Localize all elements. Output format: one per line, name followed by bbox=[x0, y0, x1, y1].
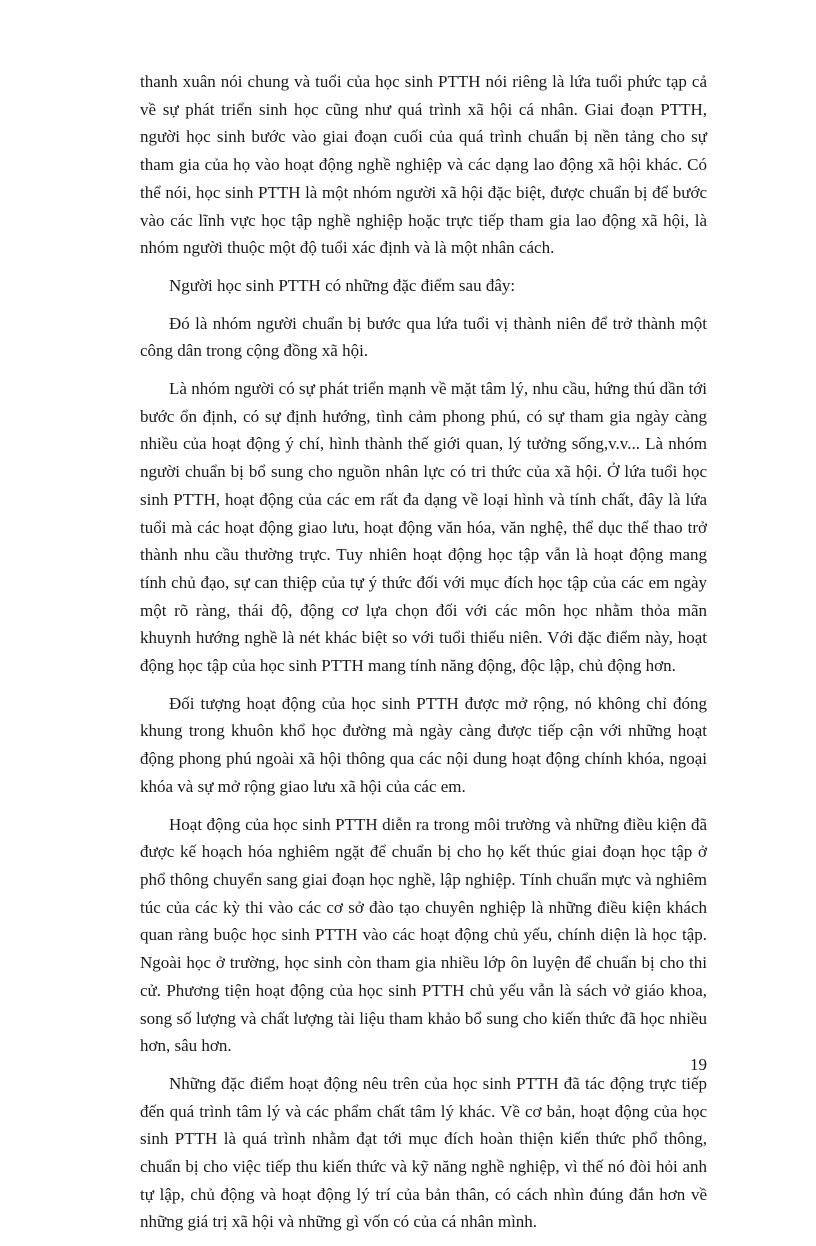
body-text bbox=[140, 68, 707, 1246]
paragraph-activity-object: Đối tượng hoạt động của học sinh PTTH được mở rộng, nó không chỉ đóng khung trong khuôn khổ học đường mà ngày càng được tiếp cận với những hoạt động phong phú ngoài xã hội thông qua các nội dung hoạt động chính khóa, ngoại khóa và sự mở rộng giao lưu xã hội của các em. bbox=[140, 693, 707, 796]
paragraph-continuation: thanh xuân nói chung và tuổi của học sinh PTTH nói riêng là lứa tuổi phức tạp cả về sự phát triển sinh học cũng như quá trình xã hội cá nhân. Giai đoạn PTTH, người học sinh bước vào giai đoạn cuối của quá trình chuẩn bị nền tảng cho sự tham gia của họ vào hoạt động nghề nghiệp và các dạng lao động xã hội khác. Có thể nói, học sinh PTTH là một nhóm người xã hội đặc biệt, được chuẩn bị để bước vào các lĩnh vực học tập nghề nghiệp hoặc trực tiếp tham gia lao động xã hội, là nhóm người thuộc một độ tuổi xác định và là một nhân cách. bbox=[140, 72, 707, 258]
paragraph-characteristic-citizen: Đó là nhóm người chuẩn bị bước qua lứa tuổi vị thành niên để trở thành một công dân trong cộng đồng xã hội. bbox=[140, 313, 707, 361]
paragraph-activity-impact: Những đặc điểm hoạt động nêu trên của học sinh PTTH đã tác động trực tiếp đến quá trình tâm lý và các phẩm chất tâm lý khác. Về cơ bản, hoạt động của học sinh PTTH là quá trình nhằm đạt tới mục đích hoàn thiện kiến thức phổ thông, chuẩn bị cho việc tiếp thu kiến thức và kỹ năng nghề nghiệp, vì thế nó đòi hỏi anh tự lập, chủ động và hoạt động lý trí của bản thân, có cách nhìn đúng đắn hơn về những giá trị xã hội và những gì vốn có của cá nhân mình. bbox=[140, 1073, 707, 1232]
paragraph-intro-characteristics: Người học sinh PTTH có những đặc điểm sau đây: bbox=[169, 275, 516, 295]
paragraph-activity-environment: Hoạt động của học sinh PTTH diễn ra trong môi trường và những điều kiện đã được kế hoạch hóa nghiêm ngặt để chuẩn bị cho họ kết thúc giai đoạn học tập ở phổ thông chuyển sang giai đoạn học nghề, lập nghiệp. Tính chuẩn mực và nghiêm túc của các kỳ thi vào các cơ sở đào tạo chuyên nghiệp là những điều kiện khách quan ràng buộc học sinh PTTH vào các hoạt động chủ yếu, chính diện là học tập. Ngoài học ở trường, học sinh còn tham gia nhiều lớp ôn luyện để chuẩn bị cho thi cử. Phương tiện hoạt động của học sinh PTTH chủ yếu vẫn là sách vở giáo khoa, song số lượng và chất lượng tài liệu tham khảo bổ sung cho kiến thức đã học nhiều hơn, sâu hơn. bbox=[140, 814, 707, 1056]
paragraph-characteristic-development: Là nhóm người có sự phát triển mạnh về mặt tâm lý, nhu cầu, hứng thú dần tới bước ổn định, có sự định hướng, tình cảm phong phú, có sự tham gia ngày càng nhiều của hoạt động ý chí, hình thành thế giới quan, lý tưởng sống,v.v... Là nhóm người chuẩn bị bổ sung cho nguồn nhân lực có tri thức của xã hội. Ở lứa tuổi học sinh PTTH, hoạt động của các em rất đa dạng về loại hình và tính chất, đây là lứa tuổi mà các hoạt động giao lưu, hoạt động văn hóa, văn nghệ, thể dục thể thao trở thành nhu cầu thường trực. Tuy nhiên hoạt động học tập vẫn là hoạt động mang tính chủ đạo, sự can thiệp của tự ý thức đối với mục đích học tập của các em ngày một rõ ràng, thái độ, động cơ lựa chọn đối với các môn học nhằm thỏa mãn khuynh hướng nghề là nét khác biệt so với tuổi thiếu niên. Với đặc điểm này, hoạt động học tập của học sinh PTTH mang tính năng động, độc lập, chủ động hơn. bbox=[140, 379, 707, 676]
page-number: 19 bbox=[690, 1055, 707, 1074]
